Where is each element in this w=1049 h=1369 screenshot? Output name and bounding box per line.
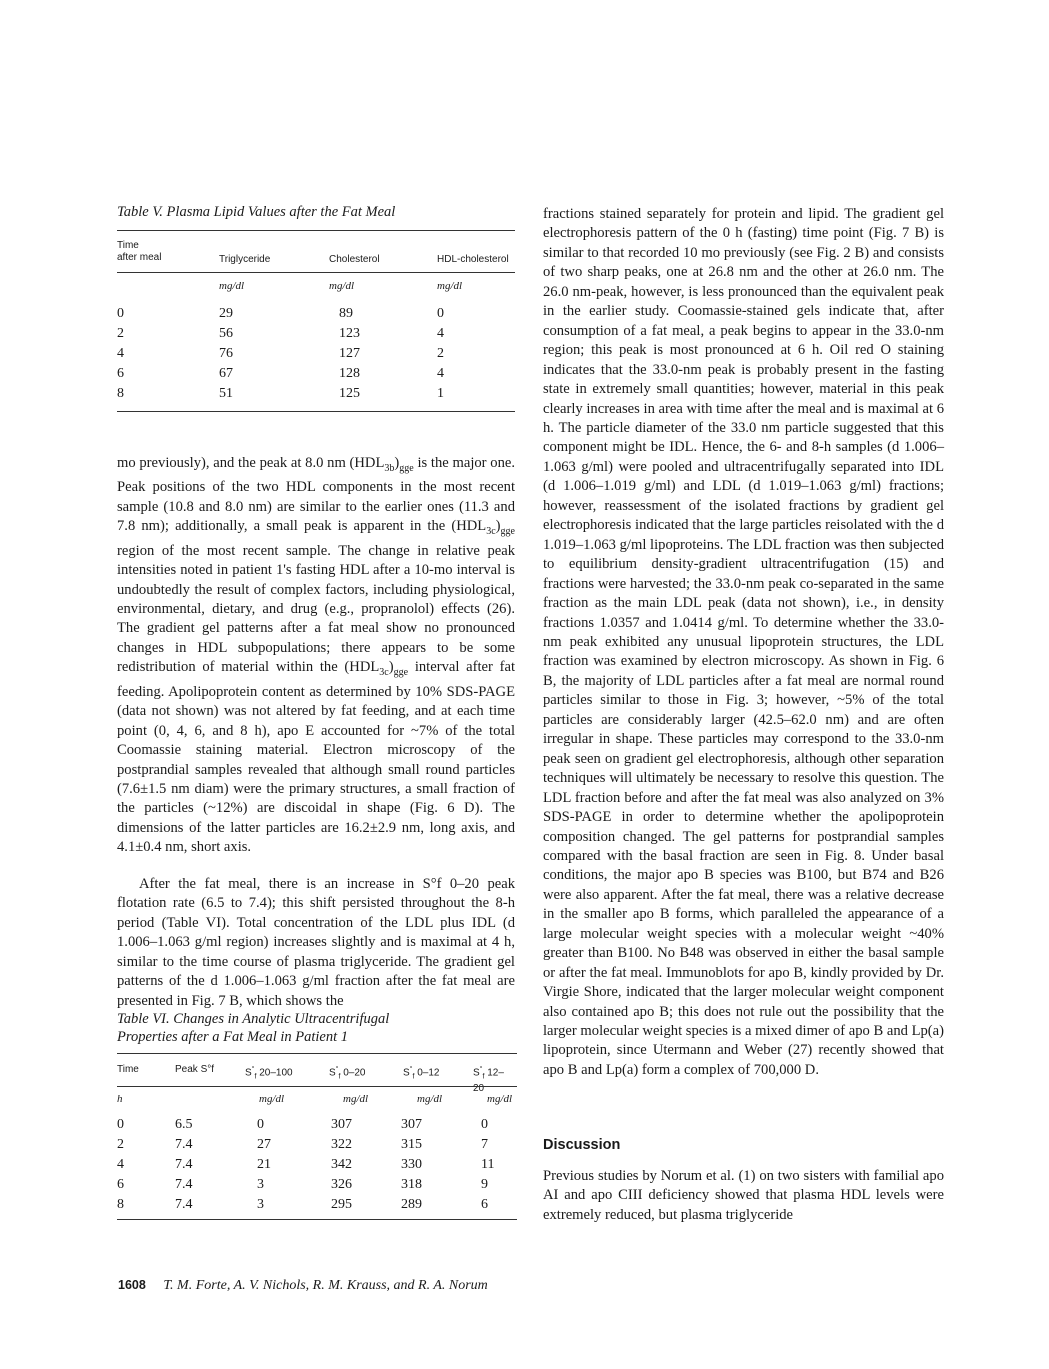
table6-cell: 7 (481, 1137, 488, 1152)
svedberg-degree: ° (479, 1066, 483, 1073)
table6-cell: 6.5 (175, 1117, 193, 1132)
footer-authors: T. M. Forte, A. V. Nichols, R. M. Krauss, and R. A. Norum (163, 1278, 488, 1293)
table6-cell: 11 (481, 1157, 495, 1172)
hdl-subclass-subscript: 3c (486, 526, 496, 538)
table6-cell: 318 (401, 1177, 422, 1192)
table6-header-cell: $S^\circ_f$ 0–12 (403, 1066, 440, 1081)
table6-header-cell: $S^\circ_f$ 20–100 (245, 1066, 293, 1081)
table5-header-hdl-cholesterol: HDL-cholesterol (437, 254, 509, 265)
table6-bottom-rule (117, 1219, 517, 1220)
svedberg-subscript: f (338, 1073, 341, 1081)
svedberg-degree: ° (335, 1066, 339, 1073)
table6-cell: 3 (257, 1197, 264, 1212)
hdl-subclass-subscript: 3b (384, 462, 395, 474)
table5-cell: 0 (117, 306, 124, 321)
table6-cell: 295 (331, 1197, 352, 1212)
table5-cell: 1 (437, 386, 444, 401)
table6-cell: 9 (481, 1177, 488, 1192)
table5-cell: 76 (219, 346, 233, 361)
svedberg-symbol: S (245, 1067, 252, 1079)
table6-unit: h (117, 1093, 123, 1105)
table5-cell: 8 (117, 386, 124, 401)
table5-cell: 4 (437, 326, 444, 341)
table5-cell: 4 (437, 366, 444, 381)
table6-unit: mg/dl (343, 1093, 369, 1105)
table5-header-rule (117, 272, 515, 273)
table5-cell: 29 (219, 306, 233, 321)
table5-cell: 4 (117, 346, 124, 361)
table5-cell: 6 (117, 366, 124, 381)
right-paragraph-1: fractions stained separately for protein and lipid. The gradient gel electrophoresis pattern of the 0 h (fasting) time point (Fig. 7 B) is similar to that recorded 10 mo previously (see Fig. 2 B) and consists of two sharp peaks, one at 26.8 nm and the other at 26.0 nm. The 26.0 nm-peak, however, is less pronounced than the equivalent peak in the earlier study. Coomassie-stained gels indicate that, after consumption of a fat meal, a peak begins to appear in the 33.0-nm region; this peak is most pronounced at 6 h. Oil red O staining indicates that the 33.0-nm peak is probably present in the fasting state in extremely small quantities; however, material in this peak clearly increases in area with time after the meal and is maximal at 6 h. The particle diameter of the 33.0 nm particle suggested that this component might be IDL. Hence, the 6- and 8-h samples (d 1.006–1.063 g/ml) were pooled and ultracentrifugally separated into IDL (d 1.006–1.019 g/ml) and LDL (d 1.019–1.063 g/ml) fractions; however, reassessment of the isolated fractions by gradient gel electrophoresis indicated that the large particles reisolated with the d 1.019–1.063 g/ml lipoproteins. The LDL fraction was then subjected to equilibrium density-gradient ultracentrifugation (15) and fractions were harvested; the 33.0-nm peak co-separated in the same fraction as the main LDL peak (data not shown), i.e., in density fractions 1.0357 and 1.0414 g/ml. To determine whether the 33.0-nm peak exhibited any unusual lipoprotein structures, the LDL fraction was examined by electron microscopy. As shown in Fig. 6 B, the majority of LDL particles after a fat meal are normal round particles similar to those in Fig. 3; however, ~5% of the total particles are considerably larger (42.5–62.0 nm) and are often irregular in shape. These particles may correspond to the 33.0-nm peak seen on gradient gel electrophoresis, although other separation techniques will ultimately be necessary to resolve this question. The LDL fraction before and after the fat meal was also analyzed on 3% SDS-PAGE in order to determine whether the apolipoprotein composition changed. The gel patterns for postprandial samples compared with the basal fraction are seen in Fig. 8. Under basal conditions, the major apo B species was B100, but B74 and B26 were also apparent. After the fat meal, there was a relative decrease in the smaller apo B forms, which paralleled the appearance of a large molecular weight species with a molecular weight ~40% greater than B100. No B48 was observed in either the basal sample or after the fat meal. Immunoblots for apo B, kindly provided by Dr. Virgie Shore, indicated that the larger molecular weight component also contained apo B; this does not rule out the possibility that the larger molecular weight species is a mixed dimer of apo B and Lp(a) lipoprotein, since Utermann and Weber (27) recently showed that apo B and Lp(a) form a complex of 700,000 D. (543, 206, 944, 1078)
svedberg-subscript: f (482, 1073, 485, 1081)
left-paragraph-1: mo previously), and the peak at 8.0 nm $(HDL_{3b})_{gge}$ is the major one. Peak positions of the two HDL components in the most recent sample (10.8 and 8.0 nm) are similar to the earlier ones (11.3 and 7.8 nm); additionally, a small peak is apparent in the $(HDL_{3c})_{gge}$ region of the most recent sample. The change in relative peak intensities noted in patient 1's fasting HDL after a 10-mo interval is undoubtedly the result of complex factors, including physiological, environmental, dietary, and drug (e.g., propranolol) effects (26). The gradient gel patterns after a fat meal show no pronounced changes in HDL subpopulations; there appears to be some redistribution of material within the $(HDL_{3c})_{gge}$ interval after fat feeding. Apolipoprotein content as determined by 10% SDS-PAGE (data not shown) was not altered by fat feeding, and at each time point (0, 4, 6, and 8 h), apo E accounted for ~7% of the total Coomassie staining material. Electron microscopy of the postprandial samples revealed that although small round particles (7.6±1.5 nm diam) were the primary structures, a small fraction of the particles (~12%) are discoidal in shape (Fig. 6 D). The dimensions of the latter particles are 16.2±2.9 nm, long axis, and 4.1±0.4 nm, short axis. (117, 455, 515, 856)
table6-header-cell: Peak S°f (175, 1064, 215, 1075)
table6-cell: 7.4 (175, 1137, 193, 1152)
table6-cell: 4 (117, 1157, 124, 1172)
table6-cell: 21 (257, 1157, 271, 1172)
table5-cell: 127 (339, 346, 360, 361)
table5-caption: Table V. Plasma Lipid Values after the Fat Meal (117, 204, 396, 220)
table6-caption-line1: Table VI. Changes in Analytic Ultracentrifugal (117, 1011, 390, 1027)
table6-cell: 7.4 (175, 1157, 193, 1172)
table6-cell: 6 (481, 1197, 488, 1212)
discussion-heading: Discussion (543, 1137, 621, 1153)
table6-cell: 27 (257, 1137, 271, 1152)
table6-header-cell: Time (117, 1064, 139, 1075)
svedberg-subscript: f (254, 1073, 257, 1081)
table6-cell: 7.4 (175, 1197, 193, 1212)
table6-cell: 322 (331, 1137, 352, 1152)
svedberg-symbol: S (403, 1067, 410, 1079)
table6-header-cell: $S^\circ_f$ 0–20 (329, 1066, 366, 1081)
svedberg-symbol: S (473, 1067, 480, 1079)
discussion-paragraph: Previous studies by Norum et al. (1) on two sisters with familial apo AI and apo CIII deficiency showed that plasma HDL levels were extremely reduced, but plasma triglyceride (543, 1168, 944, 1223)
table5-cell: 123 (339, 326, 360, 341)
table5-header-triglyceride: Triglyceride (219, 254, 271, 265)
table5-cell: 0 (437, 306, 444, 321)
table6-cell: 0 (117, 1117, 124, 1132)
svedberg-symbol: S (329, 1067, 336, 1079)
table5-cell: 67 (219, 366, 233, 381)
table6-caption-line2: Properties after a Fat Meal in Patient 1 (117, 1029, 349, 1045)
table5-cell: 2 (117, 326, 124, 341)
table6-cell: 3 (257, 1177, 264, 1192)
table5-header-time (117, 240, 177, 264)
table5-unit-hdl: mg/dl (437, 280, 463, 292)
gge-subscript: gge (500, 526, 515, 538)
hdl-subclass-subscript: 3c (379, 667, 389, 679)
gge-subscript: gge (399, 462, 414, 474)
table5-header-cholesterol: Cholesterol (329, 254, 380, 265)
table6-unit: mg/dl (487, 1093, 513, 1105)
table6-cell: 7.4 (175, 1177, 193, 1192)
svedberg-degree: ° (251, 1066, 255, 1073)
table6-cell: 0 (481, 1117, 488, 1132)
table6-unit: mg/dl (259, 1093, 285, 1105)
table5-cell: 2 (437, 346, 444, 361)
table6-top-rule (117, 1053, 517, 1054)
table5-unit-triglyceride: mg/dl (219, 280, 245, 292)
table6-cell: 342 (331, 1157, 352, 1172)
table6-cell: 289 (401, 1197, 422, 1212)
page-number: 1608 (118, 1278, 146, 1292)
table5-top-rule (117, 230, 515, 231)
table5-bottom-rule (117, 411, 515, 412)
gge-subscript: gge (393, 667, 409, 679)
table5-cell: 56 (219, 326, 233, 341)
table6-cell: 8 (117, 1197, 124, 1212)
table5-cell: 128 (339, 366, 360, 381)
table6-cell: 2 (117, 1137, 124, 1152)
table6-cell: 307 (401, 1117, 422, 1132)
table5-header-time-line1: Time (117, 240, 139, 251)
table6-header-cell: $S^\circ_f$ 12–20 (473, 1066, 504, 1095)
table6-header-rule (117, 1086, 517, 1087)
table6-unit: mg/dl (417, 1093, 443, 1105)
left-paragraph-2: After the fat meal, there is an increase in S°f 0–20 peak flotation rate (6.5 to 7.4); this shift persisted throughout the 8-h period (Table VI). Total concentration of the LDL plus IDL (d 1.006–1.063 g/ml region) increases slightly and is maximal at 4 h, similar to the time course of plasma triglyceride. The gradient gel patterns of the d 1.006–1.063 g/ml fraction after the fat meal are presented in Fig. 7 B, which shows the (117, 876, 515, 1009)
table6-cell: 0 (257, 1117, 264, 1132)
table6-cell: 307 (331, 1117, 352, 1132)
page-footer (118, 1278, 488, 1294)
table5-cell: 125 (339, 386, 360, 401)
svedberg-degree: ° (409, 1066, 413, 1073)
table5-cell: 89 (339, 306, 353, 321)
table6-cell: 330 (401, 1157, 422, 1172)
table6-cell: 326 (331, 1177, 352, 1192)
svedberg-subscript: f (412, 1073, 415, 1081)
table5-header-time-line2: after meal (117, 252, 162, 263)
table6-cell: 315 (401, 1137, 422, 1152)
table6-cell: 6 (117, 1177, 124, 1192)
table5-cell: 51 (219, 386, 233, 401)
table5-unit-cholesterol: mg/dl (329, 280, 355, 292)
